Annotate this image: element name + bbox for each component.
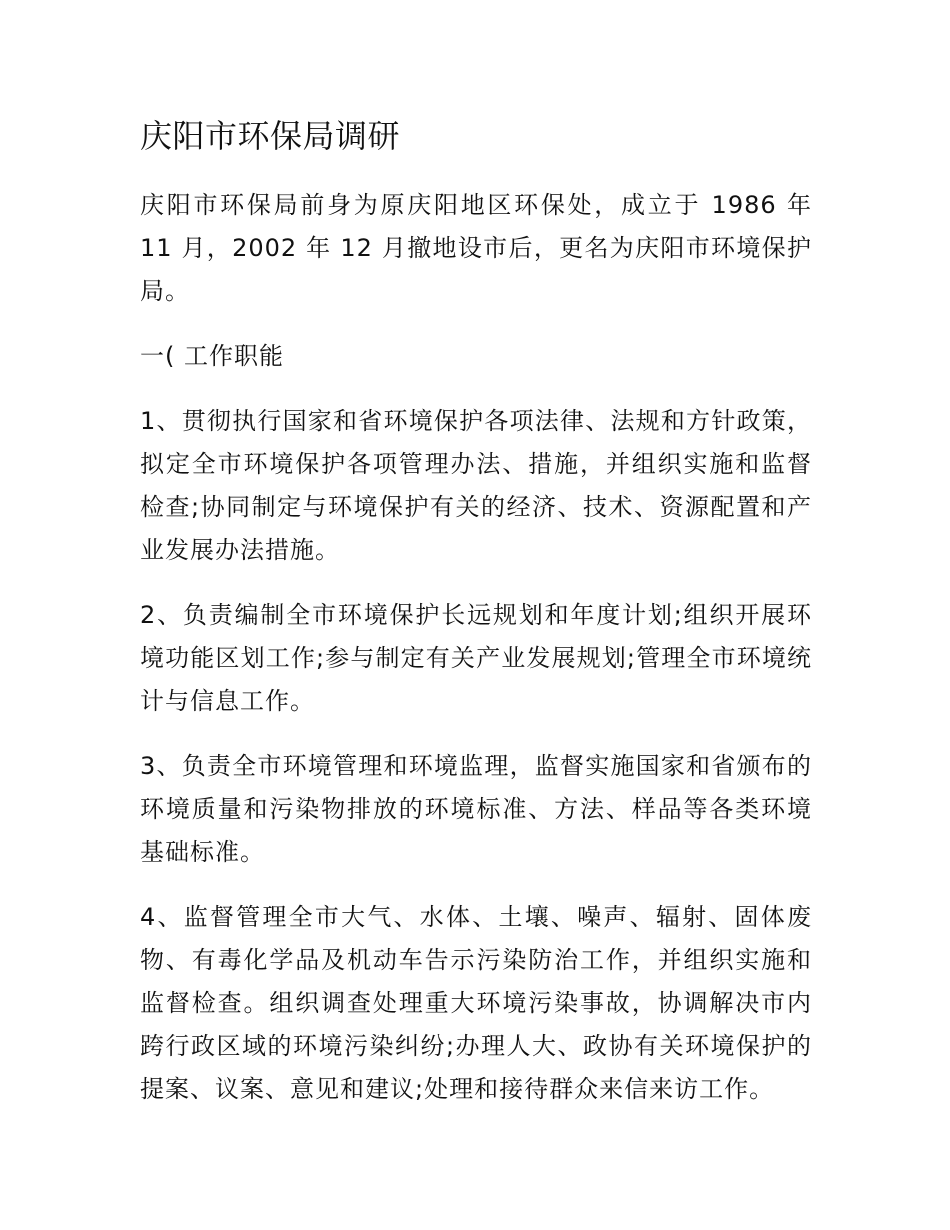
duty-item-4: 4、监督管理全市大气、水体、土壤、噪声、辐射、固体废物、有毒化学品及机动车告示污染防治工作，并组织实施和监督检查。组织调查处理重大环境污染事故，协调解决市内跨行政区域的环境污染纠纷;办理人大、政协有关环境保护的提案、议案、意见和建议;处理和接待群众来信来访工作。 — [140, 903, 812, 1103]
duty-item-2: 2、负责编制全市环境保护长远规划和年度计划;组织开展环境功能区划工作;参与制定有关产业发展规划;管理全市环境统计与信息工作。 — [140, 601, 812, 715]
intro-paragraph: 庆阳市环保局前身为原庆阳地区环保处，成立于 1986 年 11 月，2002 年 12 月撤地设市后，更名为庆阳市环境保护局。 — [140, 191, 812, 305]
duty-item-1: 1、贯彻执行国家和省环境保护各项法律、法规和方针政策，拟定全市环境保护各项管理办法、措施，并组织实施和监督检查;协同制定与环境保护有关的经济、技术、资源配置和产业发展办法措施。 — [140, 407, 812, 564]
document-body — [140, 112, 812, 1133]
section-heading: 一( 工作职能 — [140, 342, 284, 370]
duty-item-3: 3、负责全市环境管理和环境监理，监督实施国家和省颁布的环境质量和污染物排放的环境标准、方法、样品等各类环境基础标准。 — [140, 752, 812, 866]
page-title: 庆阳市环保局调研 — [140, 117, 401, 155]
